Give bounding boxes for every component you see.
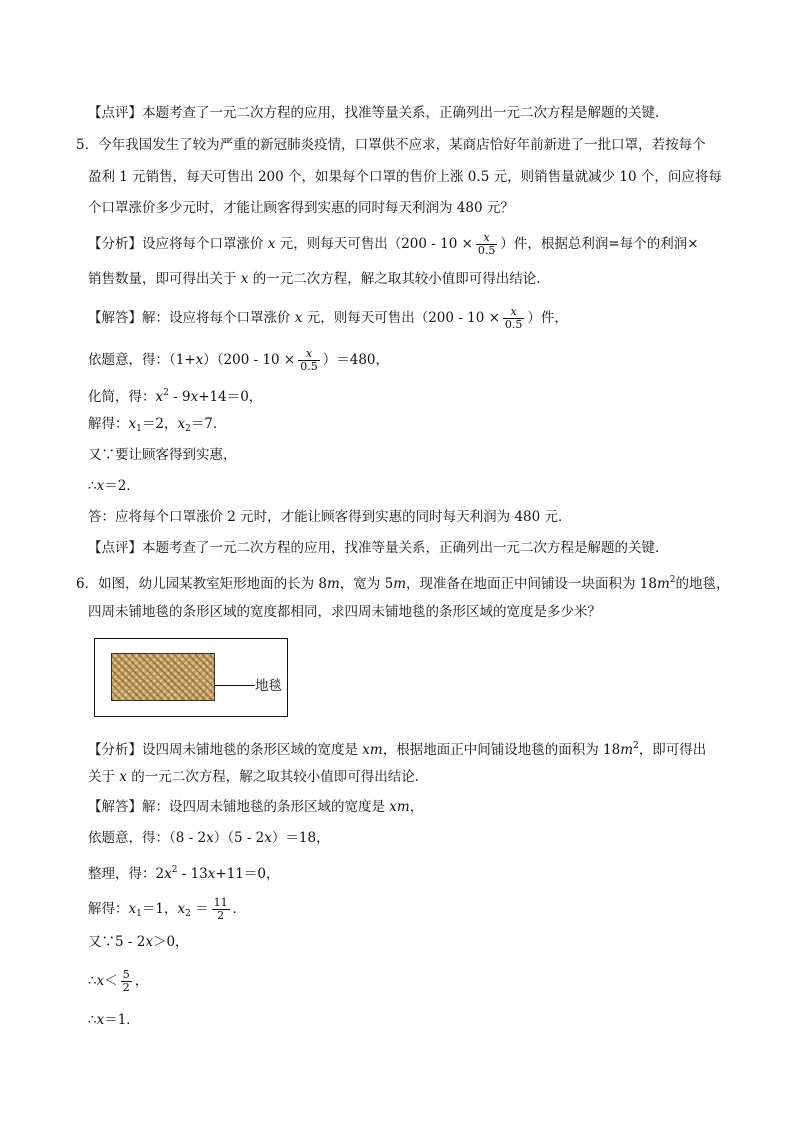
frac-num: x	[503, 306, 525, 319]
answer-tag: 【解答】	[88, 310, 142, 326]
subscript: 1	[136, 424, 142, 434]
fraction-11-over-2	[212, 897, 230, 922]
superscript: 2	[171, 865, 178, 875]
frac-num: 5	[122, 968, 130, 981]
frac-num: x	[298, 348, 320, 361]
text: ，根据地面正中间铺设地毯的面积为 18	[382, 742, 621, 758]
text: 销售数量，即可得出关于	[88, 271, 241, 287]
text: ＜	[104, 973, 118, 989]
text: ＝1．	[104, 1012, 140, 1028]
q6-step-2	[88, 829, 330, 847]
q5-stem-line-2	[88, 168, 722, 186]
frac-den: 2	[217, 909, 225, 922]
unit-m: m	[393, 576, 406, 592]
text: ，宽为 5	[339, 576, 394, 592]
text: ）＝480，	[322, 352, 390, 368]
q5-step-6	[88, 477, 140, 495]
q5-analysis-line-2	[88, 270, 550, 288]
carpet-rectangle	[111, 653, 215, 701]
var-x: x	[267, 236, 276, 252]
var-x: x	[96, 478, 105, 494]
text: ）件，	[527, 310, 568, 326]
text: ，即可得出	[638, 742, 707, 758]
subscript: 2	[185, 909, 191, 919]
text: 又∵要让顾客得到实惠，	[88, 447, 237, 463]
q5-comment-line	[88, 539, 669, 557]
q5-step-5	[88, 446, 237, 464]
var-x: x	[240, 271, 249, 287]
classroom-floor-figure	[94, 638, 288, 717]
text: 的地毯，	[675, 576, 730, 592]
var-x: x	[164, 866, 172, 882]
q5-analysis-line-1	[88, 232, 699, 257]
fraction-x-over-0.5	[503, 306, 525, 331]
q5-stem-line-3	[88, 199, 514, 217]
var-x: x	[195, 352, 204, 368]
q6-step-5	[88, 933, 189, 951]
text: 整理，得：2	[88, 866, 165, 882]
text: ，	[409, 799, 424, 815]
text: 元，则每天可售出（200 - 10 ×	[302, 310, 500, 326]
q5-answer-line-1	[88, 306, 568, 331]
fraction-5-over-2	[121, 969, 132, 994]
comment-text: 本题考查了一元二次方程的应用，找准等量关系，正确列出一元二次方程是解题的关键．	[142, 540, 669, 556]
q6-number: 6．	[76, 576, 99, 592]
var-x: x	[155, 389, 164, 405]
var-xm: xm	[389, 799, 410, 815]
q6-stem-line-1	[76, 571, 730, 593]
text: 解：设应将每个口罩涨价	[142, 310, 295, 326]
q6-step-7	[88, 1011, 140, 1029]
text: 解得：	[88, 416, 129, 432]
var-x: x	[119, 769, 127, 785]
text: 元，则每天可售出（200 - 10 ×	[275, 236, 473, 252]
frac-num: x	[476, 232, 498, 245]
q6-answer-line-1	[88, 798, 423, 816]
frac-den: 0.5	[300, 360, 318, 373]
q5-number: 5．	[76, 137, 99, 153]
comment-text: 本题考查了一元二次方程的应用，找准等量关系，正确列出一元二次方程是解题的关键．	[142, 105, 669, 121]
text: - 13	[177, 866, 208, 882]
text: 设四周未铺地毯的条形区域的宽度是	[142, 742, 363, 758]
q5-stem-2: 盈利 1 元销售，每天可售出 200 个，如果每个口罩的售价上涨 0.5 元，则销售量就减少 10 个，问应将每	[88, 169, 722, 185]
q6-step-4	[88, 897, 246, 923]
q6-step-6	[88, 969, 148, 994]
text: ∴	[88, 973, 97, 989]
var-x: x	[96, 973, 105, 989]
var-x: x	[190, 389, 199, 405]
q5-stem-3: 个口罩涨价多少元时，才能让顾客得到实惠的同时每天利润为 480 元？	[88, 200, 514, 216]
text: 的一元二次方程，解之取其较小值即可得出结论．	[126, 769, 429, 785]
text: - 9	[168, 389, 191, 405]
text: 化简，得：	[88, 389, 156, 405]
carpet-label: 地毯	[255, 678, 282, 694]
var-x: x	[128, 901, 137, 917]
answer-tag: 【解答】	[88, 799, 142, 815]
comment-tag: 【点评】	[88, 105, 142, 121]
frac-den: 0.5	[504, 318, 523, 331]
q5-step-2	[88, 348, 389, 373]
text: +11＝0，	[215, 866, 280, 882]
prev-comment-line	[88, 104, 669, 122]
var-x: x	[145, 934, 153, 950]
var-x: x	[177, 416, 186, 432]
text: 关于	[88, 769, 120, 785]
text: ＝7．	[190, 416, 227, 432]
text: +14＝0，	[198, 389, 263, 405]
text: ．	[232, 901, 247, 917]
q6-analysis-line-2	[88, 768, 428, 786]
var-x: x	[294, 310, 303, 326]
q5-stem-line-1	[76, 136, 706, 154]
text: 答：应将每个口罩涨价 2 元时，才能让顾客得到实惠的同时每天利润为 480 元．	[88, 509, 572, 525]
text: ＝2，	[141, 416, 178, 432]
var-x: x	[206, 830, 214, 846]
frac-den: 2	[122, 981, 130, 994]
frac-den: 0.5	[477, 244, 496, 257]
text: 的一元二次方程，解之取其较小值即可得出结论．	[248, 271, 550, 287]
text: ＝1，	[141, 901, 178, 917]
text: 依题意，得：（1+	[88, 352, 196, 368]
text: ∴	[88, 1012, 97, 1028]
fraction-x-over-0.5	[298, 348, 320, 373]
q5-stem-1: 今年我国发生了较为严重的新冠肺炎疫情，口罩供不应求，某商店恰好年前新进了一批口罩，若按每个	[98, 137, 706, 153]
text: ＝	[190, 901, 209, 917]
text: ）（5 - 2	[213, 830, 265, 846]
text: ＞0，	[152, 934, 189, 950]
text: ∴	[88, 478, 97, 494]
text: ）件，根据总利润=每个的利润×	[500, 236, 699, 252]
q6-stem-line-2	[88, 603, 601, 621]
fraction-x-over-0.5	[476, 232, 498, 257]
text: ）（200 - 10 ×	[203, 352, 296, 368]
comment-tag: 【点评】	[88, 540, 142, 556]
unit-m: m	[656, 576, 670, 592]
var-x: x	[264, 830, 272, 846]
text: 如图，幼儿园某教室矩形地面的长为 8	[98, 576, 327, 592]
subscript: 2	[185, 424, 191, 434]
text: ，现准备在地面正中间铺设一块面积为 18	[406, 576, 657, 592]
frac-num: 11	[213, 896, 228, 909]
var-x: x	[207, 866, 216, 882]
text: 依题意，得：（8 - 2	[88, 830, 207, 846]
superscript: 2	[163, 388, 169, 398]
superscript: 2	[669, 575, 676, 585]
q6-step-3	[88, 861, 280, 883]
text: ）＝18，	[271, 830, 330, 846]
var-x: x	[96, 1012, 105, 1028]
q5-step-7	[88, 508, 572, 526]
text: 四周未铺地毯的条形区域的宽度都相同，求四周未铺地毯的条形区域的宽度是多少米？	[88, 604, 601, 620]
q5-step-3	[88, 384, 262, 406]
q5-step-4	[88, 415, 226, 438]
var-x: x	[177, 901, 186, 917]
text: 解：设四周未铺地毯的条形区域的宽度是	[142, 799, 390, 815]
subscript: 1	[136, 909, 142, 919]
unit-m: m	[620, 742, 634, 758]
label-leader-line	[215, 685, 255, 686]
text: 解得：	[88, 901, 129, 917]
var-xm: xm	[362, 742, 383, 758]
analysis-tag: 【分析】	[88, 236, 142, 252]
text: 又∵5 - 2	[88, 934, 146, 950]
superscript: 2	[633, 741, 639, 751]
q6-analysis-line-1	[88, 737, 706, 759]
text: ，	[134, 973, 149, 989]
text: ＝2．	[104, 478, 140, 494]
text: 设应将每个口罩涨价	[142, 236, 268, 252]
analysis-tag: 【分析】	[88, 742, 142, 758]
var-x: x	[128, 416, 137, 432]
unit-m: m	[326, 576, 340, 592]
